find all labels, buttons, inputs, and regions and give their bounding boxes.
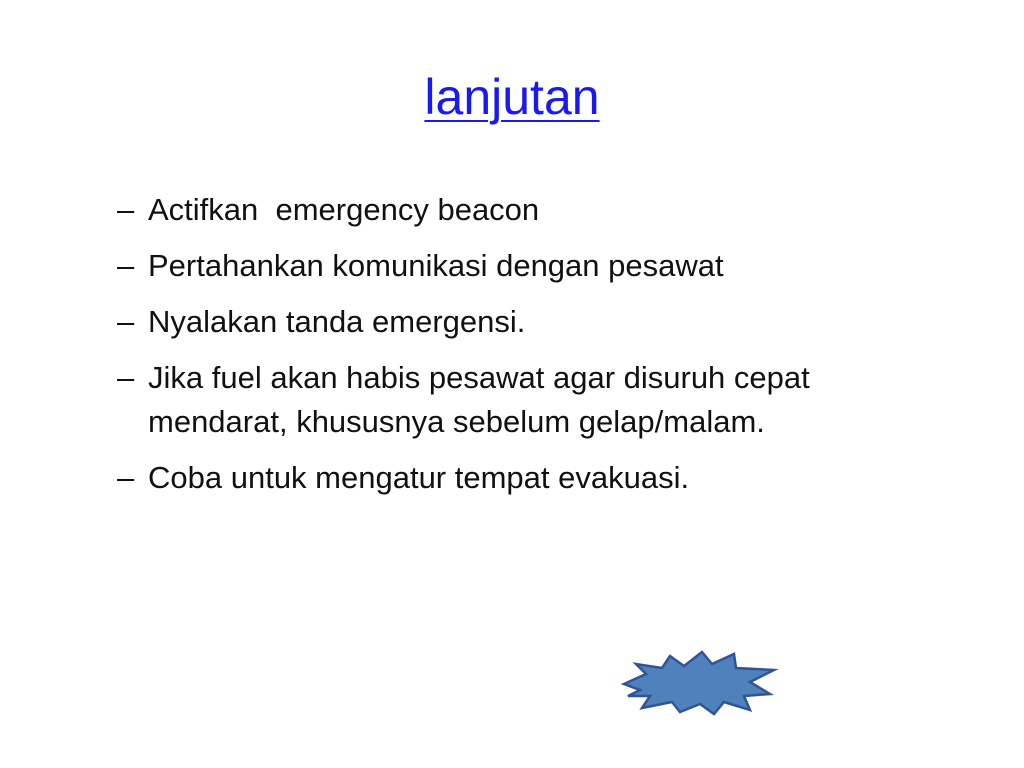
bullet-dash: – [117,248,135,283]
explosion-burst-icon[interactable] [618,650,780,716]
list-item [117,456,937,500]
list-item [117,188,937,232]
bullet-text: Nyalakan tanda emergensi. [148,304,526,339]
list-item [117,356,937,444]
bullet-dash: – [117,460,135,495]
bullet-dash: – [117,192,135,227]
bullet-dash: – [117,360,135,395]
title-link[interactable]: lanjutan [424,69,600,125]
bullet-dash: – [117,304,135,339]
bullet-text: Jika fuel akan habis pesawat agar disuruh cepat mendarat, khususnya sebelum gelap/malam. [148,360,810,439]
burst-shape [624,652,774,714]
list-item [117,244,937,288]
list-item [117,300,937,344]
bullet-text: Coba untuk mengatur tempat evakuasi. [148,460,690,495]
bullet-text: Actifkan emergency beacon [148,192,540,227]
slide-title [0,62,1024,132]
bullet-list [117,188,937,512]
bullet-text: Pertahankan komunikasi dengan pesawat [148,248,724,283]
